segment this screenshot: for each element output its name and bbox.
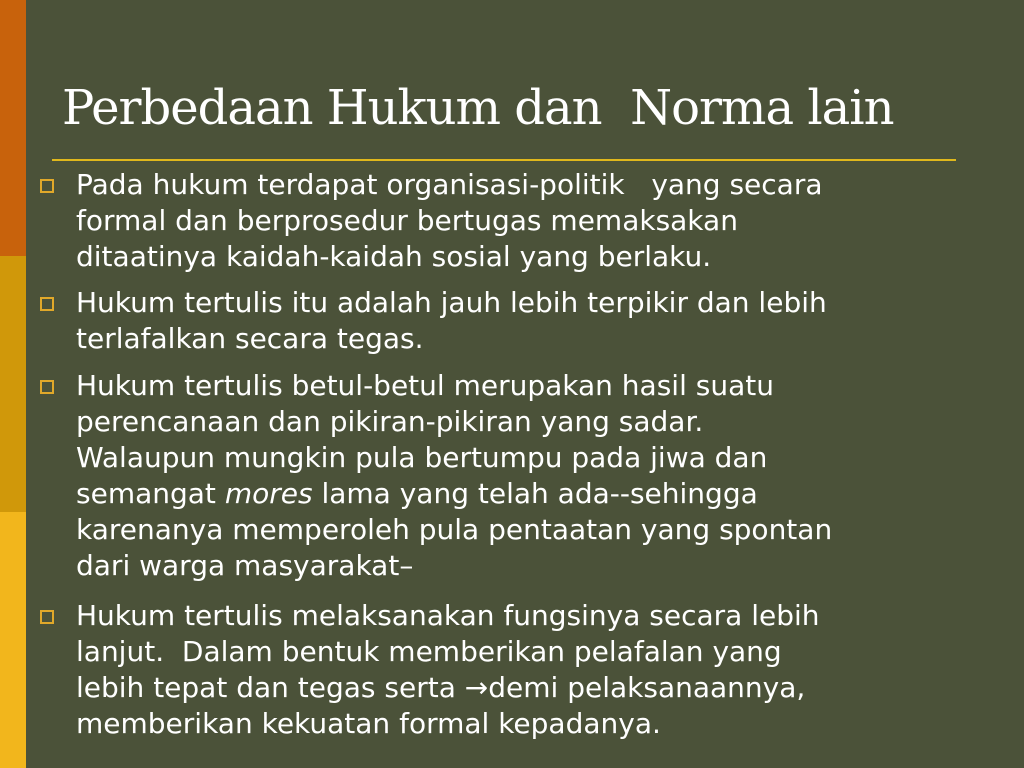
bullet-square-icon bbox=[40, 179, 54, 193]
left-accent-bar-top bbox=[0, 0, 26, 256]
bullet-2-line-2: terlafalkan secara tegas. bbox=[76, 322, 424, 355]
bullet-1-line-1: Pada hukum terdapat organisasi-politik yang secara bbox=[76, 168, 823, 201]
bullet-1-line-3: ditaatinya kaidah-kaidah sosial yang berlaku. bbox=[76, 240, 712, 273]
bullet-4-line-3-text-a: lebih tepat dan tegas serta bbox=[76, 671, 465, 704]
bullet-3-line-1: Hukum tertulis betul-betul merupakan hasil suatu bbox=[76, 369, 774, 402]
bullet-square-icon bbox=[40, 380, 54, 394]
bullet-item-3 bbox=[76, 368, 1006, 584]
bullet-4-line-3 bbox=[76, 670, 1006, 706]
left-accent-bar-middle bbox=[0, 256, 26, 512]
bullet-3-line-2: perencanaan dan pikiran-pikiran yang sadar. bbox=[76, 405, 704, 438]
bullet-square-icon bbox=[40, 610, 54, 624]
bullet-3-line-3: Walaupun mungkin pula bertumpu pada jiwa dan bbox=[76, 441, 768, 474]
bullet-3-line-4 bbox=[76, 476, 1006, 512]
right-arrow-icon: → bbox=[464, 671, 489, 704]
bullet-4-line-2: lanjut. Dalam bentuk memberikan pelafalan yang bbox=[76, 635, 782, 668]
bullet-3-line-5: karenanya memperoleh pula pentaatan yang spontan bbox=[76, 513, 833, 546]
slide-title: Perbedaan Hukum dan Norma lain bbox=[62, 80, 894, 136]
bullet-2-line-1: Hukum tertulis itu adalah jauh lebih terpikir dan lebih bbox=[76, 286, 827, 319]
bullet-4-line-4: memberikan kekuatan formal kepadanya. bbox=[76, 707, 661, 740]
bullet-1-line-2: formal dan berprosedur bertugas memaksakan bbox=[76, 204, 738, 237]
bullet-item-2 bbox=[76, 285, 1006, 357]
left-accent-bar-bottom bbox=[0, 512, 26, 768]
bullet-4-line-1: Hukum tertulis melaksanakan fungsinya secara lebih bbox=[76, 599, 820, 632]
bullet-3-line-4-text-b: lama yang telah ada--sehingga bbox=[312, 477, 758, 510]
bullet-4-line-3-text-b: demi pelaksanaannya, bbox=[488, 671, 806, 704]
bullet-item-1 bbox=[76, 167, 1006, 275]
bullet-item-4 bbox=[76, 598, 1006, 742]
title-underline bbox=[52, 159, 956, 161]
bullet-square-icon bbox=[40, 297, 54, 311]
italic-term-mores: mores bbox=[224, 477, 313, 510]
bullet-3-line-4-text-a: semangat bbox=[76, 477, 225, 510]
bullet-3-line-6: dari warga masyarakat– bbox=[76, 549, 414, 582]
